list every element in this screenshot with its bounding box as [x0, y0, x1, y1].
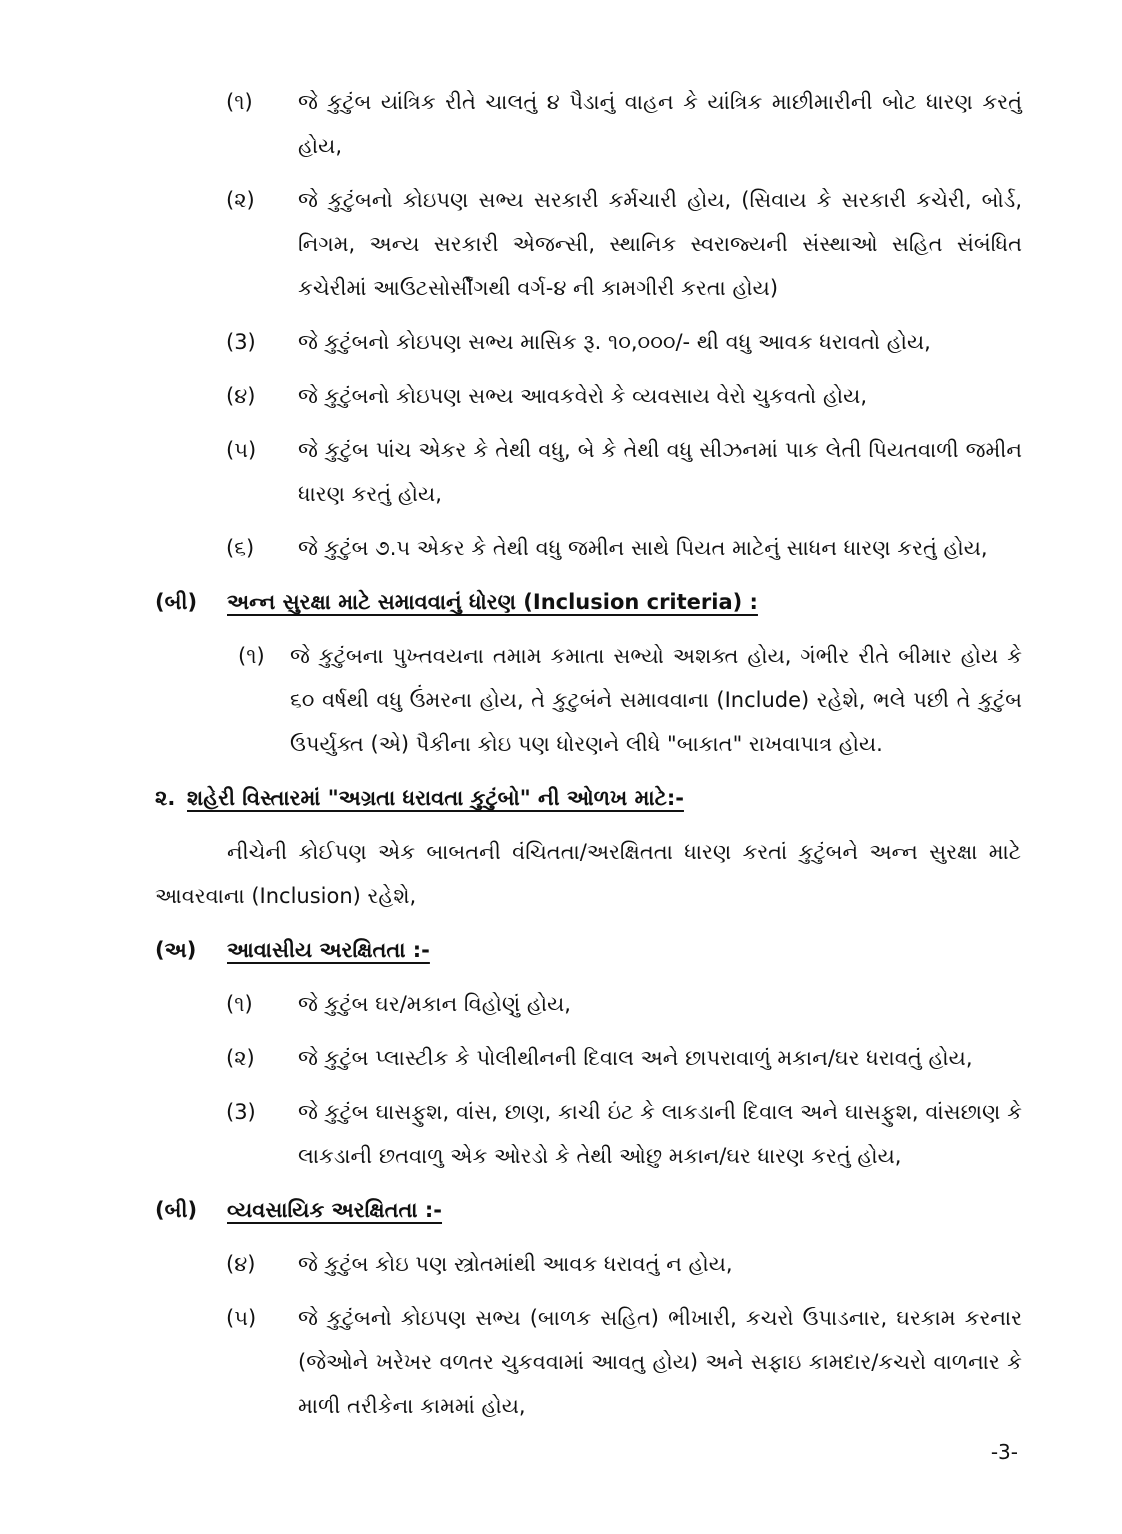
item-number: (૧) [226, 90, 253, 114]
list-item [238, 634, 1022, 766]
item-number: (૬) [226, 536, 255, 560]
section-heading-urban [155, 776, 684, 820]
item-text: જે કુટુંબનો કોઇપણ સભ્ય માસિક રૂ. ૧૦,૦૦૦/- થી વધુ આવક ધરાવતો હોય, [298, 330, 931, 354]
list-item [226, 320, 1022, 364]
heading-number: ૨. [155, 786, 176, 810]
item-text: જે કુટુંબનો કોઇપણ સભ્ય (બાળક સહિત) ભીખારી, કચરો ઉપાડનાર, ઘરકામ કરનાર (જેઓને ખરેખર વળતર ચુકવવામાં આવતુ હોય) અને સફાઇ કામદાર/કચરો વાળનાર કે માળી તરીકેના કામમાં હોય, [298, 1306, 1022, 1418]
list-item [226, 178, 1022, 310]
item-number: (૫) [226, 1306, 257, 1330]
item-number: (૧) [238, 644, 265, 668]
list-item [226, 982, 1022, 1026]
item-text: જે કુટુંબ કોઇ પણ સ્ત્રોતમાંથી આવક ધરાવતું ન હોય, [298, 1252, 733, 1276]
item-text: જે કુટુંબ પાંચ એકર કે તેથી વધુ, બે કે તેથી વધુ સીઝનમાં પાક લેતી પિયતવાળી જમીન ધારણ કરતું હોય, [298, 438, 1022, 506]
item-number: (3) [226, 330, 256, 354]
heading-text: આવાસીય અરક્ષિતતા :- [227, 938, 430, 962]
item-text: જે કુટુંબ ઘાસફુશ, વાંસ, છાણ, કાચી ઇંટ કે લાકડાની દિવાલ અને ઘાસફુશ, વાંસછાણ કે લાકડાની છતવાળુ એક ઓરડો કે તેથી ઓછુ મકાન/ઘર ધારણ કરતું હોય, [298, 1100, 1022, 1168]
page-number: -3- [990, 1440, 1018, 1464]
heading-number: (બી) [155, 1198, 198, 1222]
item-number: (૨) [226, 1046, 255, 1070]
item-text: જે કુટુંબના પુખ્તવયના તમામ કમાતા સભ્યો અશક્ત હોય, ગંભીર રીતે બીમાર હોય કે ૬૦ વર્ષથી વધુ ઉંમરના હોય, તે કુટુબંને સમાવવાના (Include) રહેશે, ભલે પછી તે કુટુંબ ઉપર્યુક્ત (એ) પૈકીના કોઇ પણ ધોરણને લીધે "બાકાત" રાખવાપાત્ર હોય. [290, 644, 1022, 756]
intro-paragraph: નીચેની કોઈપણ એક બાબતની વંચિતતા/અરક્ષિતતા ધારણ કરતાં કુટુંબને અન્ન સુરક્ષા માટે આવરવાના (Inclusion) રહેશે, [155, 840, 1021, 908]
section-heading-inclusion [155, 580, 758, 624]
item-number: (૨) [226, 188, 255, 212]
item-number: (૪) [226, 1252, 256, 1276]
heading-number: (અ) [155, 938, 197, 962]
item-text: જે કુટુંબ પ્લાસ્ટીક કે પોલીથીનની દિવાલ અને છાપરાવાળું મકાન/ઘર ધરાવતું હોય, [298, 1046, 973, 1070]
heading-text: શહેરી વિસ્તારમાં "અગ્રતા ધરાવતા કુટુંબો" ની ઓળખ માટે:- [187, 786, 684, 810]
list-item [226, 1090, 1022, 1178]
item-number: (૪) [226, 384, 256, 408]
item-text: જે કુટુંબ યાંત્રિક રીતે ચાલતું ૪ પૈડાનું વાહન કે યાંત્રિક માછીમારીની બોટ ધારણ કરતું હોય, [298, 90, 1022, 158]
heading-number: (બી) [155, 590, 198, 614]
item-number: (૫) [226, 438, 257, 462]
item-text: જે કુટુંબ ૭.૫ એકર કે તેથી વધુ જમીન સાથે પિયત માટેનું સાધન ધારણ કરતું હોય, [298, 536, 988, 560]
list-item [226, 1036, 1022, 1080]
list-item [226, 1242, 1022, 1286]
heading-text: વ્યવસાયિક અરક્ષિતતા :- [227, 1198, 443, 1222]
section-heading-occupation [155, 1188, 442, 1232]
section-heading-housing [155, 928, 430, 972]
list-item [226, 526, 1022, 570]
item-number: (૧) [226, 992, 253, 1016]
item-text: જે કુટુંબ ઘર/મકાન વિહોણું હોય, [298, 992, 571, 1016]
list-item [226, 374, 1022, 418]
heading-text: અન્ન સુરક્ષા માટે સમાવવાનું ધોરણ (Inclusion criteria) : [227, 590, 758, 614]
list-item [226, 428, 1022, 516]
item-number: (3) [226, 1100, 256, 1124]
item-text: જે કુટુંબનો કોઇપણ સભ્ય સરકારી કર્મચારી હોય, (સિવાય કે સરકારી કચેરી, બોર્ડ, નિગમ, અન્ય સરકારી એજન્સી, સ્થાનિક સ્વરાજ્યની સંસ્થાઓ સહિત સંબંધિત કચેરીમાં આઉટસોર્સીંગથી વર્ગ-૪ ની કામગીરી કરતા હોય) [298, 188, 1022, 300]
item-text: જે કુટુંબનો કોઇપણ સભ્ય આવકવેરો કે વ્યવસાય વેરો ચુકવતો હોય, [298, 384, 868, 408]
list-item [226, 80, 1022, 168]
list-item [226, 1296, 1022, 1428]
